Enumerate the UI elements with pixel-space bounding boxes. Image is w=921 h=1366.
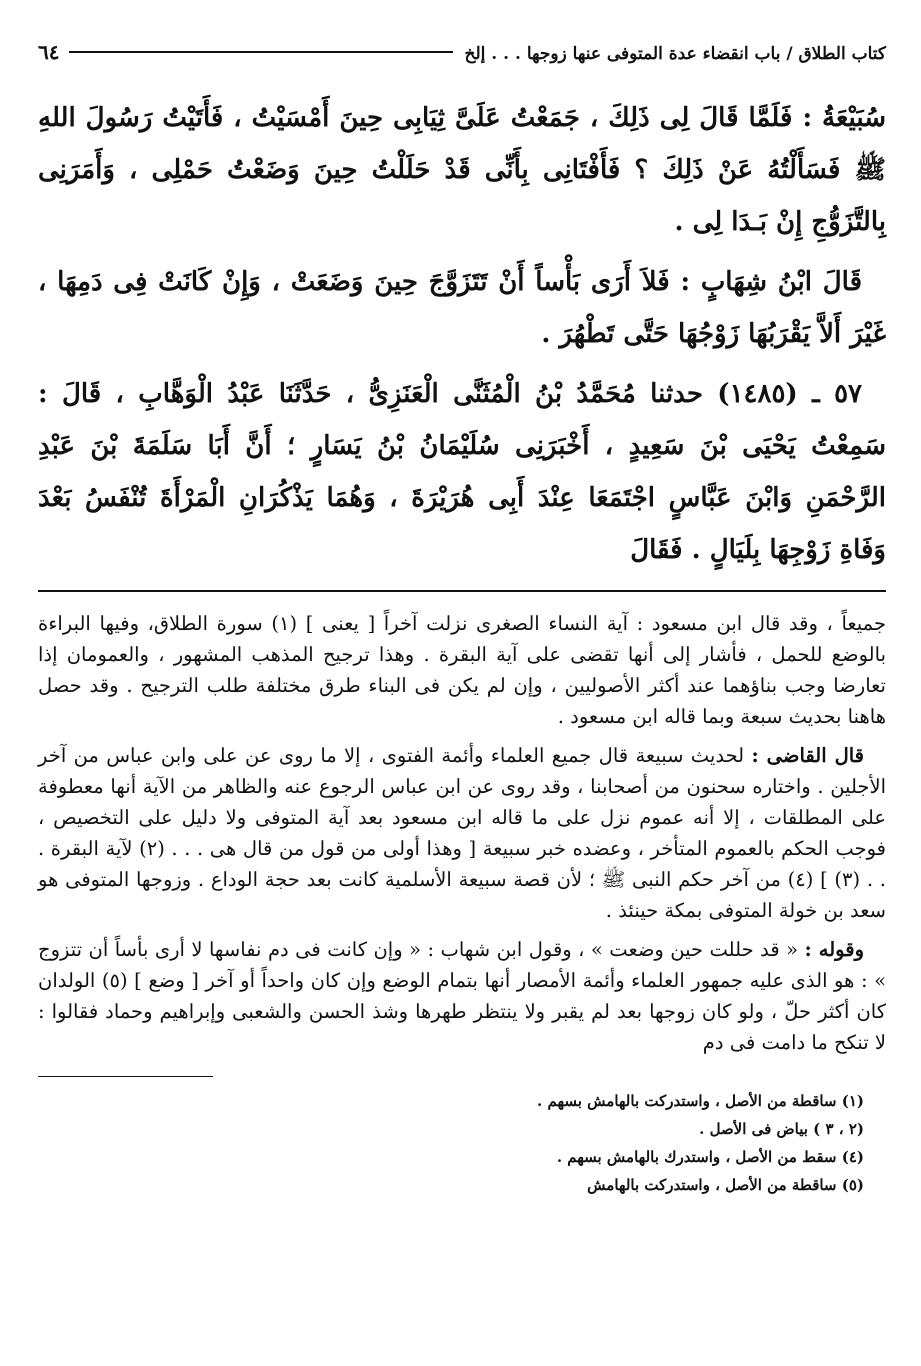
footnote-item: (٤) سقط من الأصل ، واستدرك بالهامش بسهم . (556, 1148, 864, 1166)
commentary-paragraph-2 (38, 740, 886, 926)
commentary-paragraph-3 (38, 934, 886, 1058)
hadith-paragraph-2: قَالَ ابْنُ شِهَابٍ : فَلاَ أَرَى بَأْساً أَنْ تَتَزَوَّجَ حِينَ وَضَعَتْ ، وَإِنْ كَانَتْ فِى دَمِهَا ، غَيْرَ أَلاَّ يَقْرَبُهَا زَوْجُهَا حَتَّى تَطْهُرَ . (38, 267, 886, 349)
commentary-lead-qadi: قال القاضى : (751, 744, 865, 767)
commentary-paragraph-2-body: لحديث سبيعة قال جميع العلماء وأئمة الفتوى ، إلا ما روى عن على وابن عباس من آخر الأجلين . واختاره سحنون من أصحابنا ، وقد روى عن ابن عباس الرجوع عنه والظاهر من الآية أنها معطوفة على المطلقات ، إلا أنه عموم نزل على ما قاله ابن مسعود بعد آية المتوفى ولا دليل على التخصيص ، فوجب الحكم بالعموم المتأخر ، وعضده خبر سبيعة [ وهذا أولى من قول من قال هى . . . (٢) لآية البقرة . . . (٣) ] (٤) من آخر حكم النبى ﷺ ؛ لأن قصة سبيعة الأسلمية كانت بعد حجة الوداع . وزوجها المتوفى هو سعد بن خولة المتوفى بمكة حينئذ . (38, 744, 886, 922)
hadith-paragraph-3: ٥٧ ـ (١٤٨٥) حدثنا مُحَمَّدُ بْنُ الْمُثَنَّى الْعَنَزِىُّ ، حَدَّثَنَا عَبْدُ الْوَهَّابِ ، قَالَ : سَمِعْتُ يَحْيَى بْنَ سَعِيدٍ ، أَخْبَرَنِى سُلَيْمَانُ بْنُ يَسَارٍ ؛ أَنَّ أَبَا سَلَمَةَ بْنَ عَبْدِ الرَّحْمَنِ وَابْنَ عَبَّاسٍ اجْتَمَعَا عِنْدَ أَبِى هُرَيْرَةَ ، وَهُمَا يَذْكُرَانِ الْمَرْأَةَ تُنْفَسُ بَعْدَ وَفَاةِ زَوْجِهَا بِلَيَالٍ . فَقَالَ (38, 379, 886, 565)
commentary-paragraph-1: جميعاً ، وقد قال ابن مسعود : آية النساء الصغرى نزلت آخراً [ يعنى ] (١) سورة الطلاق، وفيها البراءة بالوضع للحمل ، فأشار إلى أنها تقضى على آية البقرة . وهذا ترجيح المذهب المشهور ، والعمومان إذا تعارضا وجب بناؤهما عند أكثر الأصوليين ، وإن لم يكن فى البناء طرق مختلفة طلب الترجيح . وقد حصل هاهنا بحديث سبعة وبما قاله ابن مسعود . (38, 612, 886, 728)
footnote-item: (٢ ، ٣ ) بياض فى الأصل . (699, 1120, 864, 1138)
footnote-divider (38, 1076, 213, 1077)
book-page (38, 40, 886, 1340)
footnote-item: (١) ساقطة من الأصل ، واستدركت بالهامش بسهم . (537, 1092, 864, 1110)
commentary-lead-qawluhu: وقوله : (804, 938, 864, 961)
footnote-item: (٥) ساقطة من الأصل ، واستدركت بالهامش (587, 1176, 864, 1194)
hadith-paragraph-1: سُبَيْعَةُ : فَلَمَّا قَالَ لِى ذَلِكَ ، جَمَعْتُ عَلَىَّ ثِيَابِى حِينَ أَمْسَيْتُ ، فَأَتَيْتُ رَسُولَ اللهِ ﷺ فَسَأَلْتُهُ عَنْ ذَلِكَ ؟ فَأَفْتَانِى بِأَنِّى قَدْ حَلَلْتُ حِينَ وَضَعْتُ حَمْلِى ، وَأَمَرَنِى بِالتَّزَوُّجِ إِنْ بَـدَا لِى . (38, 103, 886, 237)
page-header (38, 40, 886, 80)
running-title: كتاب الطلاق / باب انقضاء عدة المتوفى عنها زوجها . . . إلخ (464, 44, 886, 64)
commentary-text (38, 608, 886, 1058)
header-rule (69, 51, 452, 53)
commentary-paragraph-3-body: « قد حللت حين وضعت » ، وقول ابن شهاب : « وإن كانت فى دم نفاسها لا أرى بأساً أن تتزوج » : هو الذى عليه جمهور العلماء وأئمة الأمصار أنها بتمام الوضع وإن كان واحداً أو آخر [ وضع ] (٥) الولدان كان أكثر حلّ ، ولو كان زوجها بعد لم يقبر ولا ينتظر طهرها وشذ الحسن والشعبى وإبراهيم وحماد فقالوا : لا تنكح ما دامت فى دم (38, 938, 887, 1054)
page-number: ٦٤ (38, 40, 60, 64)
section-divider (38, 590, 886, 592)
hadith-text (38, 92, 886, 576)
footnotes (38, 1087, 864, 1199)
